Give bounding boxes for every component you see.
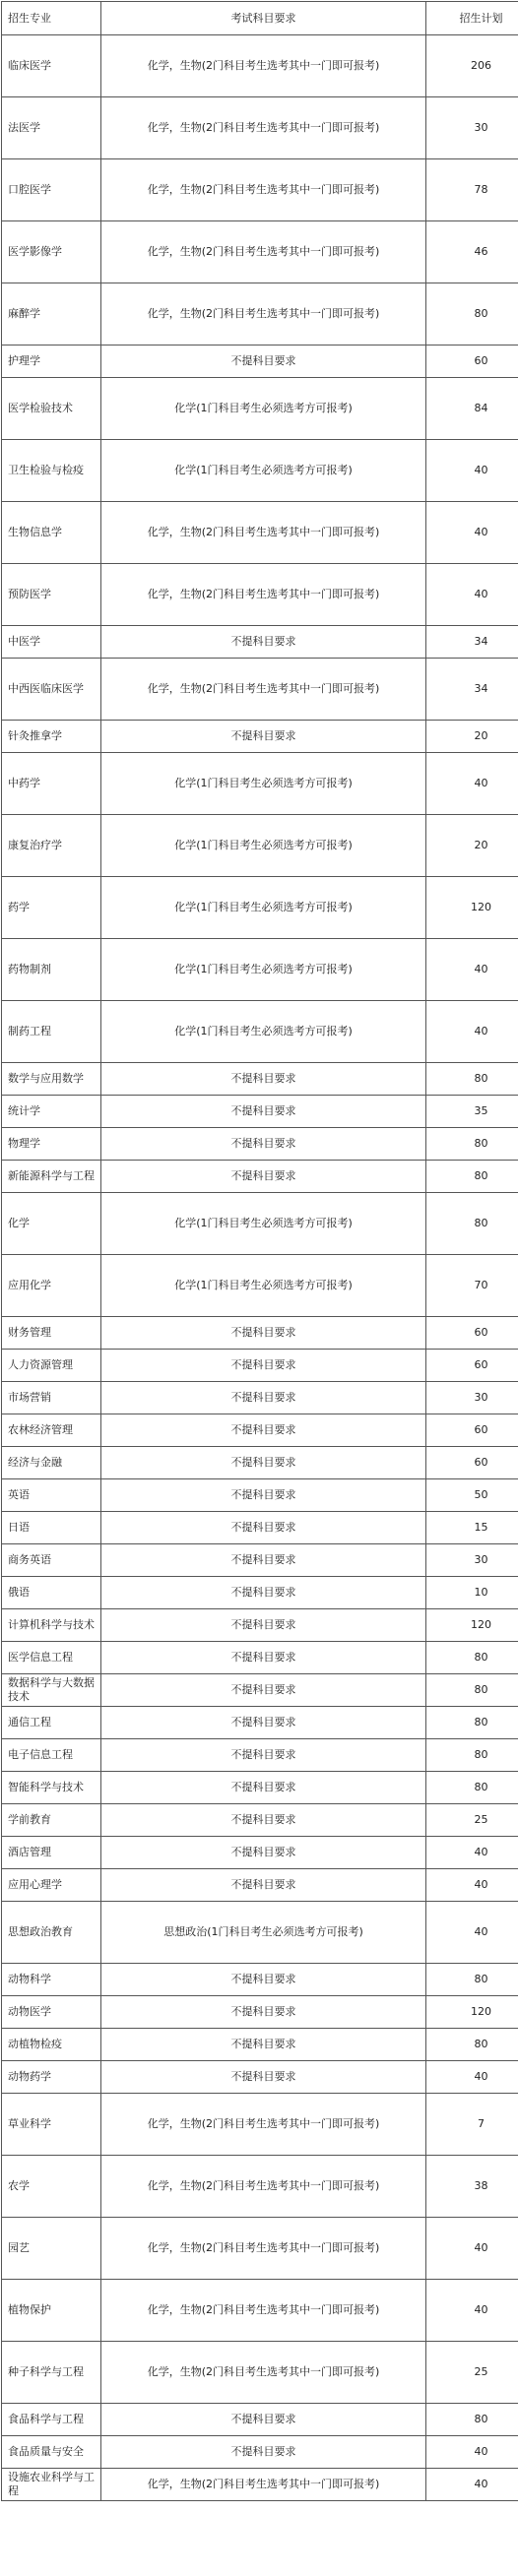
- header-major: 招生专业: [2, 2, 101, 35]
- cell-major: 医学信息工程: [2, 1642, 101, 1674]
- cell-major: 计算机科学与技术: [2, 1609, 101, 1642]
- table-row: [2, 2218, 518, 2280]
- cell-major: 动物科学: [2, 1964, 101, 1996]
- cell-major: 法医学: [2, 97, 101, 159]
- cell-plan: 34: [426, 626, 518, 659]
- cell-major: 酒店管理: [2, 1837, 101, 1869]
- cell-plan: 40: [426, 1902, 518, 1964]
- cell-plan: 80: [426, 1193, 518, 1255]
- cell-plan: 40: [426, 502, 518, 564]
- cell-requirement: 不提科目要求: [101, 1739, 426, 1772]
- cell-major: 临床医学: [2, 35, 101, 97]
- cell-major: 植物保护: [2, 2280, 101, 2342]
- cell-plan: 40: [426, 1837, 518, 1869]
- table-row: [2, 2469, 518, 2501]
- cell-requirement: 不提科目要求: [101, 1804, 426, 1837]
- cell-plan: 80: [426, 1964, 518, 1996]
- cell-plan: 78: [426, 159, 518, 221]
- table-row: [2, 659, 518, 721]
- cell-plan: 80: [426, 2029, 518, 2061]
- table-row: [2, 378, 518, 440]
- cell-major: 电子信息工程: [2, 1739, 101, 1772]
- cell-plan: 40: [426, 1869, 518, 1902]
- cell-requirement: 化学，生物(2门科目考生选考其中一门即可报考): [101, 221, 426, 283]
- cell-plan: 206: [426, 35, 518, 97]
- cell-plan: 7: [426, 2094, 518, 2156]
- cell-major: 新能源科学与工程: [2, 1161, 101, 1193]
- table-row: [2, 1544, 518, 1577]
- cell-requirement: 不提科目要求: [101, 1096, 426, 1128]
- cell-major: 中西医临床医学: [2, 659, 101, 721]
- table-row: [2, 1479, 518, 1512]
- table-row: [2, 346, 518, 378]
- cell-plan: 40: [426, 2280, 518, 2342]
- cell-plan: 40: [426, 1001, 518, 1063]
- table-row: [2, 1001, 518, 1063]
- cell-plan: 40: [426, 440, 518, 502]
- cell-requirement: 化学(1门科目考生必须选考方可报考): [101, 877, 426, 939]
- cell-major: 制药工程: [2, 1001, 101, 1063]
- cell-requirement: 化学(1门科目考生必须选考方可报考): [101, 1001, 426, 1063]
- cell-requirement: 化学(1门科目考生必须选考方可报考): [101, 939, 426, 1001]
- header-requirement: 考试科目要求: [101, 2, 426, 35]
- table-row: [2, 1317, 518, 1350]
- cell-major: 市场营销: [2, 1382, 101, 1414]
- table-row: [2, 221, 518, 283]
- table-row: [2, 1964, 518, 1996]
- cell-major: 商务英语: [2, 1544, 101, 1577]
- header-plan: 招生计划: [426, 2, 518, 35]
- cell-major: 智能科学与技术: [2, 1772, 101, 1804]
- table-row: [2, 1674, 518, 1707]
- cell-requirement: 化学(1门科目考生必须选考方可报考): [101, 815, 426, 877]
- cell-requirement: 不提科目要求: [101, 626, 426, 659]
- cell-plan: 40: [426, 2218, 518, 2280]
- table-row: [2, 1996, 518, 2029]
- table-row: [2, 2436, 518, 2469]
- cell-plan: 34: [426, 659, 518, 721]
- table-row: [2, 1869, 518, 1902]
- table-row: [2, 1837, 518, 1869]
- table-row: [2, 1096, 518, 1128]
- cell-major: 卫生检验与检疫: [2, 440, 101, 502]
- cell-requirement: 不提科目要求: [101, 1674, 426, 1707]
- cell-plan: 20: [426, 815, 518, 877]
- cell-plan: 40: [426, 564, 518, 626]
- cell-major: 农学: [2, 2156, 101, 2218]
- cell-requirement: 化学，生物(2门科目考生选考其中一门即可报考): [101, 2094, 426, 2156]
- table-row: [2, 753, 518, 815]
- cell-plan: 70: [426, 1255, 518, 1317]
- cell-requirement: 不提科目要求: [101, 1577, 426, 1609]
- cell-plan: 60: [426, 1447, 518, 1479]
- cell-requirement: 化学(1门科目考生必须选考方可报考): [101, 753, 426, 815]
- cell-plan: 120: [426, 1996, 518, 2029]
- cell-plan: 120: [426, 877, 518, 939]
- cell-plan: 20: [426, 721, 518, 753]
- table-row: [2, 35, 518, 97]
- cell-requirement: 化学，生物(2门科目考生选考其中一门即可报考): [101, 97, 426, 159]
- cell-major: 针灸推拿学: [2, 721, 101, 753]
- cell-requirement: 不提科目要求: [101, 1837, 426, 1869]
- cell-requirement: 不提科目要求: [101, 1869, 426, 1902]
- table-row: [2, 1772, 518, 1804]
- cell-requirement: 不提科目要求: [101, 2061, 426, 2094]
- table-row: [2, 1902, 518, 1964]
- cell-major: 药物制剂: [2, 939, 101, 1001]
- table-row: [2, 2061, 518, 2094]
- cell-plan: 60: [426, 1414, 518, 1447]
- cell-requirement: 化学，生物(2门科目考生选考其中一门即可报考): [101, 2156, 426, 2218]
- cell-major: 生物信息学: [2, 502, 101, 564]
- cell-plan: 30: [426, 1382, 518, 1414]
- cell-requirement: 不提科目要求: [101, 1161, 426, 1193]
- cell-plan: 80: [426, 1642, 518, 1674]
- table-row: [2, 1161, 518, 1193]
- table-row: [2, 815, 518, 877]
- table-row: [2, 502, 518, 564]
- cell-major: 应用心理学: [2, 1869, 101, 1902]
- table-row: [2, 283, 518, 346]
- cell-plan: 80: [426, 1772, 518, 1804]
- cell-plan: 80: [426, 1739, 518, 1772]
- cell-major: 园艺: [2, 2218, 101, 2280]
- cell-major: 俄语: [2, 1577, 101, 1609]
- cell-requirement: 不提科目要求: [101, 1350, 426, 1382]
- cell-requirement: 化学，生物(2门科目考生选考其中一门即可报考): [101, 283, 426, 346]
- cell-requirement: 不提科目要求: [101, 1772, 426, 1804]
- cell-major: 经济与金融: [2, 1447, 101, 1479]
- table-row: [2, 1642, 518, 1674]
- cell-major: 护理学: [2, 346, 101, 378]
- cell-plan: 38: [426, 2156, 518, 2218]
- enrollment-table: [1, 1, 518, 2501]
- cell-major: 统计学: [2, 1096, 101, 1128]
- table-row: [2, 939, 518, 1001]
- cell-plan: 60: [426, 346, 518, 378]
- cell-requirement: 不提科目要求: [101, 2404, 426, 2436]
- table-row: [2, 626, 518, 659]
- cell-requirement: 不提科目要求: [101, 1642, 426, 1674]
- table-row: [2, 97, 518, 159]
- table-row: [2, 1512, 518, 1544]
- table-row: [2, 1255, 518, 1317]
- cell-major: 动物医学: [2, 1996, 101, 2029]
- cell-requirement: 化学，生物(2门科目考生选考其中一门即可报考): [101, 2280, 426, 2342]
- cell-major: 日语: [2, 1512, 101, 1544]
- cell-requirement: 化学，生物(2门科目考生选考其中一门即可报考): [101, 159, 426, 221]
- table-row: [2, 1707, 518, 1739]
- cell-plan: 80: [426, 283, 518, 346]
- table-row: [2, 2404, 518, 2436]
- cell-plan: 40: [426, 939, 518, 1001]
- cell-requirement: 不提科目要求: [101, 1063, 426, 1096]
- table-row: [2, 1447, 518, 1479]
- cell-plan: 40: [426, 753, 518, 815]
- cell-requirement: 不提科目要求: [101, 1317, 426, 1350]
- table-row: [2, 877, 518, 939]
- table-row: [2, 721, 518, 753]
- cell-requirement: 不提科目要求: [101, 721, 426, 753]
- cell-requirement: 不提科目要求: [101, 1996, 426, 2029]
- cell-major: 动植物检疫: [2, 2029, 101, 2061]
- cell-requirement: 不提科目要求: [101, 346, 426, 378]
- table-row: [2, 440, 518, 502]
- cell-major: 数据科学与大数据技术: [2, 1674, 101, 1707]
- cell-plan: 80: [426, 2404, 518, 2436]
- cell-major: 数学与应用数学: [2, 1063, 101, 1096]
- cell-plan: 40: [426, 2436, 518, 2469]
- cell-requirement: 不提科目要求: [101, 2436, 426, 2469]
- cell-requirement: 化学(1门科目考生必须选考方可报考): [101, 1255, 426, 1317]
- table-row: [2, 159, 518, 221]
- cell-plan: 60: [426, 1317, 518, 1350]
- cell-requirement: 不提科目要求: [101, 2029, 426, 2061]
- cell-plan: 40: [426, 2061, 518, 2094]
- table-row: [2, 1804, 518, 1837]
- table-row: [2, 1577, 518, 1609]
- cell-requirement: 化学(1门科目考生必须选考方可报考): [101, 440, 426, 502]
- cell-requirement: 不提科目要求: [101, 1128, 426, 1161]
- table-row: [2, 1063, 518, 1096]
- cell-major: 人力资源管理: [2, 1350, 101, 1382]
- table-row: [2, 2156, 518, 2218]
- cell-requirement: 不提科目要求: [101, 1479, 426, 1512]
- cell-requirement: 不提科目要求: [101, 1382, 426, 1414]
- cell-major: 物理学: [2, 1128, 101, 1161]
- cell-requirement: 化学，生物(2门科目考生选考其中一门即可报考): [101, 659, 426, 721]
- cell-major: 英语: [2, 1479, 101, 1512]
- cell-major: 农林经济管理: [2, 1414, 101, 1447]
- cell-major: 药学: [2, 877, 101, 939]
- cell-major: 应用化学: [2, 1255, 101, 1317]
- cell-major: 麻醉学: [2, 283, 101, 346]
- cell-plan: 15: [426, 1512, 518, 1544]
- cell-major: 设施农业科学与工程: [2, 2469, 101, 2501]
- cell-major: 预防医学: [2, 564, 101, 626]
- cell-requirement: 思想政治(1门科目考生必须选考方可报考): [101, 1902, 426, 1964]
- cell-requirement: 化学，生物(2门科目考生选考其中一门即可报考): [101, 2469, 426, 2501]
- cell-requirement: 化学(1门科目考生必须选考方可报考): [101, 378, 426, 440]
- table-row: [2, 2029, 518, 2061]
- cell-requirement: 不提科目要求: [101, 1609, 426, 1642]
- table-row: [2, 1128, 518, 1161]
- cell-requirement: 化学，生物(2门科目考生选考其中一门即可报考): [101, 564, 426, 626]
- table-row: [2, 1739, 518, 1772]
- table-row: [2, 2094, 518, 2156]
- cell-plan: 40: [426, 2469, 518, 2501]
- cell-requirement: 化学(1门科目考生必须选考方可报考): [101, 1193, 426, 1255]
- table-row: [2, 1609, 518, 1642]
- cell-plan: 80: [426, 1128, 518, 1161]
- cell-requirement: 化学，生物(2门科目考生选考其中一门即可报考): [101, 35, 426, 97]
- cell-plan: 120: [426, 1609, 518, 1642]
- table-row: [2, 1350, 518, 1382]
- cell-major: 学前教育: [2, 1804, 101, 1837]
- cell-plan: 46: [426, 221, 518, 283]
- cell-major: 食品质量与安全: [2, 2436, 101, 2469]
- cell-major: 财务管理: [2, 1317, 101, 1350]
- cell-plan: 30: [426, 97, 518, 159]
- cell-plan: 80: [426, 1161, 518, 1193]
- cell-plan: 25: [426, 1804, 518, 1837]
- cell-requirement: 不提科目要求: [101, 1447, 426, 1479]
- table-row: [2, 1382, 518, 1414]
- cell-plan: 60: [426, 1350, 518, 1382]
- cell-plan: 30: [426, 1544, 518, 1577]
- cell-major: 草业科学: [2, 2094, 101, 2156]
- cell-requirement: 不提科目要求: [101, 1707, 426, 1739]
- cell-major: 康复治疗学: [2, 815, 101, 877]
- cell-major: 口腔医学: [2, 159, 101, 221]
- cell-plan: 80: [426, 1674, 518, 1707]
- cell-major: 食品科学与工程: [2, 2404, 101, 2436]
- table-body: [2, 35, 518, 2501]
- cell-major: 动物药学: [2, 2061, 101, 2094]
- table-row: [2, 2342, 518, 2404]
- cell-major: 医学检验技术: [2, 378, 101, 440]
- table-row: [2, 1414, 518, 1447]
- cell-major: 思想政治教育: [2, 1902, 101, 1964]
- cell-requirement: 不提科目要求: [101, 1512, 426, 1544]
- header-row: [2, 2, 518, 35]
- cell-major: 种子科学与工程: [2, 2342, 101, 2404]
- cell-major: 医学影像学: [2, 221, 101, 283]
- cell-major: 通信工程: [2, 1707, 101, 1739]
- cell-requirement: 不提科目要求: [101, 1964, 426, 1996]
- cell-plan: 35: [426, 1096, 518, 1128]
- cell-plan: 84: [426, 378, 518, 440]
- table-row: [2, 564, 518, 626]
- cell-major: 化学: [2, 1193, 101, 1255]
- table-row: [2, 1193, 518, 1255]
- cell-plan: 80: [426, 1063, 518, 1096]
- cell-major: 中药学: [2, 753, 101, 815]
- cell-plan: 10: [426, 1577, 518, 1609]
- cell-requirement: 不提科目要求: [101, 1544, 426, 1577]
- cell-plan: 50: [426, 1479, 518, 1512]
- cell-requirement: 化学，生物(2门科目考生选考其中一门即可报考): [101, 2342, 426, 2404]
- cell-requirement: 化学，生物(2门科目考生选考其中一门即可报考): [101, 2218, 426, 2280]
- table-row: [2, 2280, 518, 2342]
- cell-plan: 80: [426, 1707, 518, 1739]
- cell-requirement: 化学，生物(2门科目考生选考其中一门即可报考): [101, 502, 426, 564]
- cell-requirement: 不提科目要求: [101, 1414, 426, 1447]
- cell-major: 中医学: [2, 626, 101, 659]
- cell-plan: 25: [426, 2342, 518, 2404]
